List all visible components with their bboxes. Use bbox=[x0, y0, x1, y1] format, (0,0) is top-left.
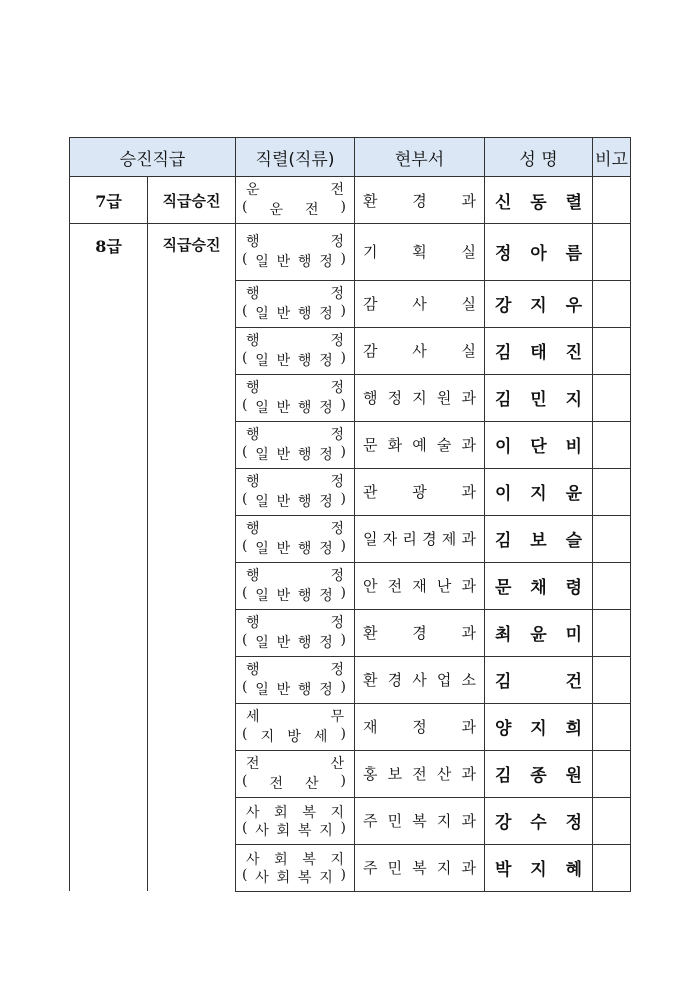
promotion-type-cell bbox=[148, 844, 236, 891]
note-cell bbox=[593, 177, 631, 224]
grade-cell bbox=[70, 609, 148, 656]
job-series-first: 운 bbox=[246, 182, 260, 198]
job-series: 사 회 복 지 bbox=[246, 804, 344, 821]
promotion-type-cell bbox=[148, 327, 236, 374]
note-cell bbox=[593, 844, 631, 891]
job-series-last: 전 bbox=[330, 182, 344, 198]
promotion-type-cell: 직급승진 bbox=[148, 224, 236, 281]
job-series-last: 정 bbox=[330, 614, 344, 631]
name-cell: 김 건 bbox=[485, 656, 593, 703]
grade-cell: 7급 bbox=[70, 177, 148, 224]
job-series-last: 정 bbox=[330, 379, 344, 396]
job-series-last: 무 bbox=[330, 708, 344, 725]
job-cell bbox=[236, 374, 355, 421]
job-category: ( 운 전 ) bbox=[242, 199, 346, 218]
job-category: ( 지 방 세 ) bbox=[242, 725, 346, 745]
name-cell: 김 민 지 bbox=[485, 374, 593, 421]
job-category: ( 일 반 행 정 ) bbox=[242, 396, 346, 416]
job-series-first: 세 bbox=[246, 708, 260, 725]
grade-cell bbox=[70, 468, 148, 515]
name-cell: 김 종 원 bbox=[485, 750, 593, 797]
promotion-type-cell bbox=[148, 468, 236, 515]
job-category: ( 일 반 행 정 ) bbox=[242, 490, 346, 510]
grade-cell bbox=[70, 844, 148, 891]
department-cell: 홍 보 전 산 과 bbox=[355, 750, 485, 797]
job-cell bbox=[236, 750, 355, 797]
job-series-first: 행 bbox=[246, 233, 260, 250]
note-cell bbox=[593, 562, 631, 609]
note-cell bbox=[593, 750, 631, 797]
job-cell bbox=[236, 177, 355, 224]
table-row bbox=[70, 703, 631, 750]
grade-cell bbox=[70, 703, 148, 750]
job-series-first: 행 bbox=[246, 426, 260, 443]
department-cell: 안 전 재 난 과 bbox=[355, 562, 485, 609]
promotion-type-cell bbox=[148, 280, 236, 327]
job-series-first: 행 bbox=[246, 332, 260, 349]
promotion-type-cell bbox=[148, 374, 236, 421]
job-category: ( 전 산 ) bbox=[242, 772, 346, 792]
name-cell: 김 보 슬 bbox=[485, 515, 593, 562]
table-row bbox=[70, 656, 631, 703]
table-row bbox=[70, 844, 631, 891]
department-cell: 주 민 복 지 과 bbox=[355, 844, 485, 891]
job-series-last: 정 bbox=[330, 567, 344, 584]
department-cell: 감 사 실 bbox=[355, 280, 485, 327]
grade-cell bbox=[70, 515, 148, 562]
note-cell bbox=[593, 280, 631, 327]
name-cell: 박 지 혜 bbox=[485, 844, 593, 891]
note-cell bbox=[593, 224, 631, 281]
grade-cell bbox=[70, 750, 148, 797]
grade-cell bbox=[70, 421, 148, 468]
table-row bbox=[70, 280, 631, 327]
note-cell bbox=[593, 374, 631, 421]
note-cell bbox=[593, 797, 631, 844]
table-row bbox=[70, 515, 631, 562]
job-category: ( 일 반 행 정 ) bbox=[242, 537, 346, 557]
job-series-last: 정 bbox=[330, 520, 344, 537]
name-cell: 강 지 우 bbox=[485, 280, 593, 327]
grade-cell: 8급 bbox=[70, 224, 148, 281]
table-row bbox=[70, 374, 631, 421]
job-category: ( 사 회 복 지 ) bbox=[242, 819, 346, 839]
job-series-last: 정 bbox=[330, 661, 344, 678]
table-row bbox=[70, 327, 631, 374]
grade-cell bbox=[70, 280, 148, 327]
name-cell: 정 아 름 bbox=[485, 224, 593, 281]
promotion-type-cell bbox=[148, 656, 236, 703]
job-cell bbox=[236, 703, 355, 750]
table-body bbox=[70, 177, 631, 892]
department-cell: 환 경 사 업 소 bbox=[355, 656, 485, 703]
job-category: ( 일 반 행 정 ) bbox=[242, 250, 346, 270]
job-cell bbox=[236, 468, 355, 515]
job-series-first: 행 bbox=[246, 567, 260, 584]
table-row bbox=[70, 750, 631, 797]
job-category: ( 일 반 행 정 ) bbox=[242, 443, 346, 463]
job-cell bbox=[236, 421, 355, 468]
job-cell bbox=[236, 280, 355, 327]
header-job: 직렬(직류) bbox=[236, 138, 355, 177]
note-cell bbox=[593, 468, 631, 515]
job-cell bbox=[236, 844, 355, 891]
name-cell: 문 채 령 bbox=[485, 562, 593, 609]
job-series-last: 정 bbox=[330, 233, 344, 250]
job-series-last: 정 bbox=[330, 426, 344, 443]
grade-cell bbox=[70, 797, 148, 844]
job-category: ( 일 반 행 정 ) bbox=[242, 631, 346, 651]
table-row bbox=[70, 224, 631, 281]
promotion-type-cell bbox=[148, 515, 236, 562]
department-cell: 환 경 과 bbox=[355, 609, 485, 656]
promotion-table bbox=[69, 137, 631, 892]
job-cell bbox=[236, 327, 355, 374]
job-series-last: 정 bbox=[330, 285, 344, 302]
job-cell bbox=[236, 797, 355, 844]
job-cell bbox=[236, 562, 355, 609]
department-cell: 주 민 복 지 과 bbox=[355, 797, 485, 844]
job-series-first: 행 bbox=[246, 379, 260, 396]
job-series-first: 행 bbox=[246, 473, 260, 490]
name-cell: 신 동 렬 bbox=[485, 177, 593, 224]
department-cell: 재 정 과 bbox=[355, 703, 485, 750]
promotion-type-cell bbox=[148, 703, 236, 750]
header-grade: 승진직급 bbox=[70, 138, 236, 177]
department-cell: 환 경 과 bbox=[355, 177, 485, 224]
table-row bbox=[70, 562, 631, 609]
table-row bbox=[70, 609, 631, 656]
job-series-first: 행 bbox=[246, 614, 260, 631]
job-category: ( 일 반 행 정 ) bbox=[242, 678, 346, 698]
job-series-first: 행 bbox=[246, 285, 260, 302]
table-row bbox=[70, 177, 631, 224]
department-cell: 관 광 과 bbox=[355, 468, 485, 515]
job-category: ( 일 반 행 정 ) bbox=[242, 302, 346, 322]
note-cell bbox=[593, 421, 631, 468]
department-cell: 감 사 실 bbox=[355, 327, 485, 374]
promotion-type-cell bbox=[148, 609, 236, 656]
name-cell: 이 단 비 bbox=[485, 421, 593, 468]
grade-cell bbox=[70, 374, 148, 421]
job-series-last: 정 bbox=[330, 473, 344, 490]
note-cell bbox=[593, 609, 631, 656]
job-series-first: 행 bbox=[246, 661, 260, 678]
job-cell bbox=[236, 515, 355, 562]
job-series-last: 정 bbox=[330, 332, 344, 349]
note-cell bbox=[593, 703, 631, 750]
department-cell: 행 정 지 원 과 bbox=[355, 374, 485, 421]
name-cell: 강 수 정 bbox=[485, 797, 593, 844]
department-cell: 기 획 실 bbox=[355, 224, 485, 281]
note-cell bbox=[593, 327, 631, 374]
job-series: 사 회 복 지 bbox=[246, 851, 344, 868]
promotion-type-cell bbox=[148, 421, 236, 468]
header-row bbox=[70, 138, 631, 177]
promotion-type-cell bbox=[148, 750, 236, 797]
job-cell bbox=[236, 656, 355, 703]
name-cell: 양 지 희 bbox=[485, 703, 593, 750]
job-category: ( 사 회 복 지 ) bbox=[242, 866, 346, 886]
table-row bbox=[70, 797, 631, 844]
header-name: 성 명 bbox=[485, 138, 593, 177]
grade-cell bbox=[70, 327, 148, 374]
job-series-first: 전 bbox=[246, 755, 260, 772]
job-cell bbox=[236, 224, 355, 281]
department-cell: 문 화 예 술 과 bbox=[355, 421, 485, 468]
table-row bbox=[70, 421, 631, 468]
job-category: ( 일 반 행 정 ) bbox=[242, 349, 346, 369]
job-category: ( 일 반 행 정 ) bbox=[242, 584, 346, 604]
promotion-type-cell bbox=[148, 562, 236, 609]
grade-cell bbox=[70, 656, 148, 703]
header-note: 비고 bbox=[593, 138, 631, 177]
name-cell: 김 태 진 bbox=[485, 327, 593, 374]
promotion-type-cell: 직급승진 bbox=[148, 177, 236, 224]
job-series-first: 행 bbox=[246, 520, 260, 537]
grade-cell bbox=[70, 562, 148, 609]
table-row bbox=[70, 468, 631, 515]
note-cell bbox=[593, 515, 631, 562]
header-dept: 현부서 bbox=[355, 138, 485, 177]
name-cell: 최 윤 미 bbox=[485, 609, 593, 656]
name-cell: 이 지 윤 bbox=[485, 468, 593, 515]
promotion-type-cell bbox=[148, 797, 236, 844]
job-cell bbox=[236, 609, 355, 656]
department-cell: 일 자 리 경 제 과 bbox=[355, 515, 485, 562]
job-series-last: 산 bbox=[330, 755, 344, 772]
note-cell bbox=[593, 656, 631, 703]
